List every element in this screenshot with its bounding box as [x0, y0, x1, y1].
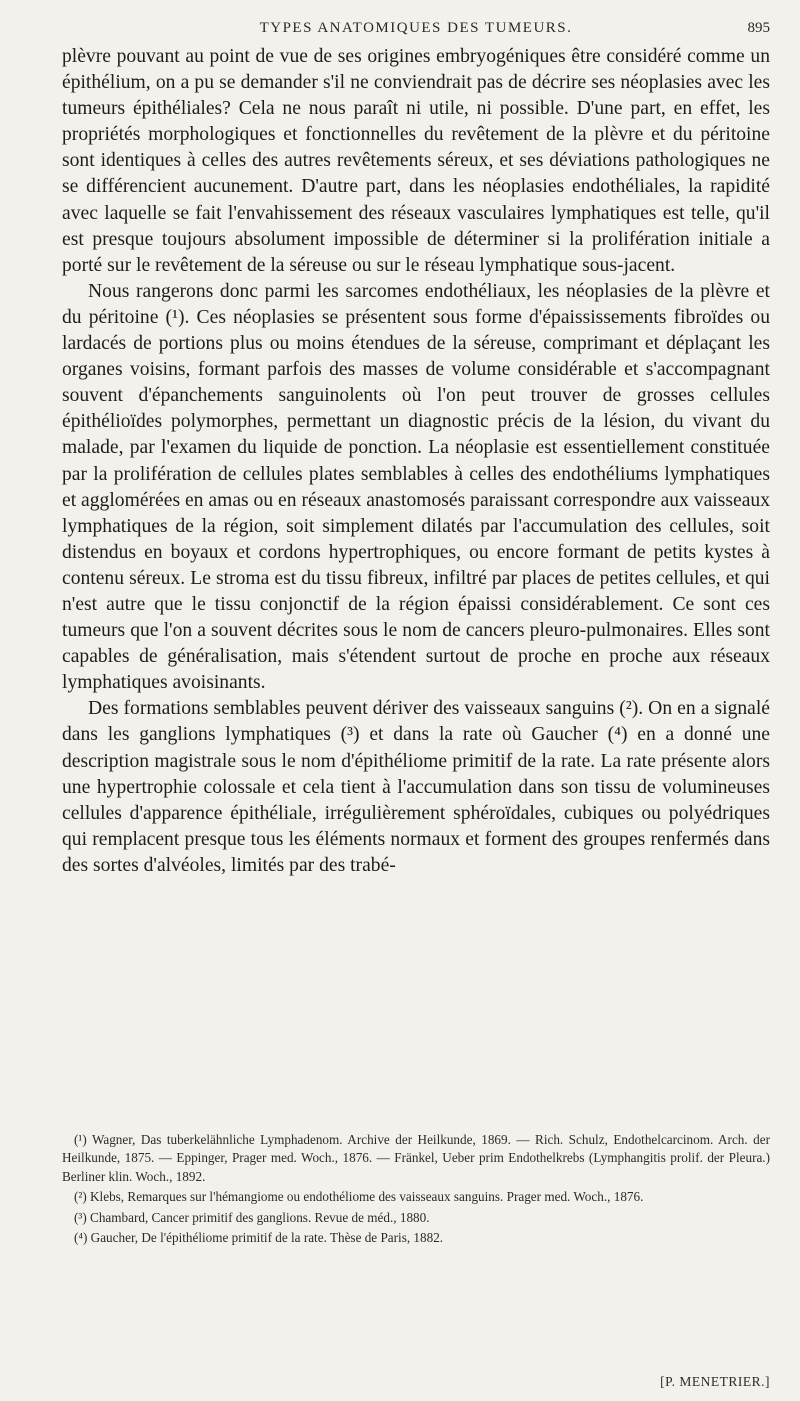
page-number: 895	[747, 20, 770, 36]
footnote-3: (³) Chambard, Cancer primitif des ganglions. Revue de méd., 1880.	[74, 1209, 430, 1225]
footnotes	[62, 1131, 770, 1249]
paragraph-continued: plèvre pouvant au point de vue de ses origines embryogéniques être considéré comme un épithélium, on a pu se demander s'il ne conviendrait pas de décrire ses néoplasies avec les tumeurs épithéliales? Cela ne nous paraît ni utile, ni possible. D'une part, en effet, les propriétés morphologiques et fonctionnelles du revêtement de la plèvre et du péritoine sont identiques à celles des autres revêtements séreux, et ses déviations pathologiques ne se différencient aucunement. D'autre part, dans les néoplasies endothéliales, la rapidité avec laquelle se fait l'envahissement des réseaux vasculaires lymphatiques est telle, qu'il est presque toujours absolument impossible de déterminer si la prolifération initiale a porté sur le revêtement de la séreuse ou sur le réseau lymphatique sous-jacent.	[62, 46, 770, 276]
footnote-2: (²) Klebs, Remarques sur l'hémangiome ou endothéliome des vaisseaux sanguins. Prager med. Woch., 1876.	[74, 1189, 644, 1205]
footnote-4: (⁴) Gaucher, De l'épithéliome primitif de la rate. Thèse de Paris, 1882.	[74, 1230, 444, 1246]
body-text	[62, 44, 770, 879]
running-title: TYPES ANATOMIQUES DES TUMEURS.	[259, 20, 573, 36]
paragraph-endothelial-sarcomas: Nous rangerons donc parmi les sarcomes endothéliaux, les néoplasies de la plèvre et du péritoine (¹). Ces néoplasies se présentent sous forme d'épaississements fibroïdes ou lardacés de portions plus ou moins étendues de la séreuse, comprimant et déplaçant les organes voisins, formant parfois des masses de volume considérable et s'accompagnant souvent d'épanchements sanguinolents où l'on peut trouver de grosses cellules épithélioïdes polymorphes, permettant un diagnostic précis de la lésion, du vivant du malade, par l'examen du liquide de ponction. La néoplasie est essentiellement constituée par la prolifération de cellules plates semblables à celles des endothéliums lymphatiques et agglomérées en amas ou en réseaux anastomosés paraissant correspondre aux vaisseaux lymphatiques de la région, soit simplement dilatés par l'accumulation des cellules, soit distendus en boyaux et cordons hypertrophiques, ou encore formant de petits kystes à contenu séreux. Le stroma est du tissu fibreux, infiltré par places de petites cellules, et qui n'est autre que le tissu conjonctif de la région épaissi considérablement. Ce sont ces tumeurs que l'on a souvent décrites sous le nom de cancers pleuro-pulmonaires. Elles sont capables de généralisation, mais s'étendent surtout de proche en proche aux réseaux lymphatiques avoisinants.	[62, 280, 770, 694]
footnote-1: (¹) Wagner, Das tuberkelähnliche Lymphadenom. Archive der Heilkunde, 1869. — Rich. Schulz, Endothelcarcinom. Arch. der Heilkunde, 1875. — Eppinger, Prager med. Woch., 1876. — Fränkel, Ueber prim Endothelkrebs (Lymphangitis prolif. der Pleura.) Berliner klin. Woch., 1892.	[62, 1132, 770, 1184]
author-signature: [P. MENETRIER.]	[660, 1374, 770, 1389]
paragraph-blood-vessels: Des formations semblables peuvent dériver des vaisseaux sanguins (²). On en a signalé dans les ganglions lymphatiques (³) et dans la rate où Gaucher (⁴) en a donné une description magistrale sous le nom d'épithéliome primitif de la rate. La rate présente alors une hypertrophie colossale et cela tient à l'accumulation dans son tissu de volumineuses cellules d'apparence épithéliale, irrégulièrement sphéroïdales, cubiques ou polyédriques qui remplacent presque tous les éléments normaux et forment des groupes renfermés dans des sortes d'alvéoles, limités par des trabé-	[62, 698, 770, 876]
book-page	[62, 0, 770, 1401]
page-header	[62, 20, 770, 46]
